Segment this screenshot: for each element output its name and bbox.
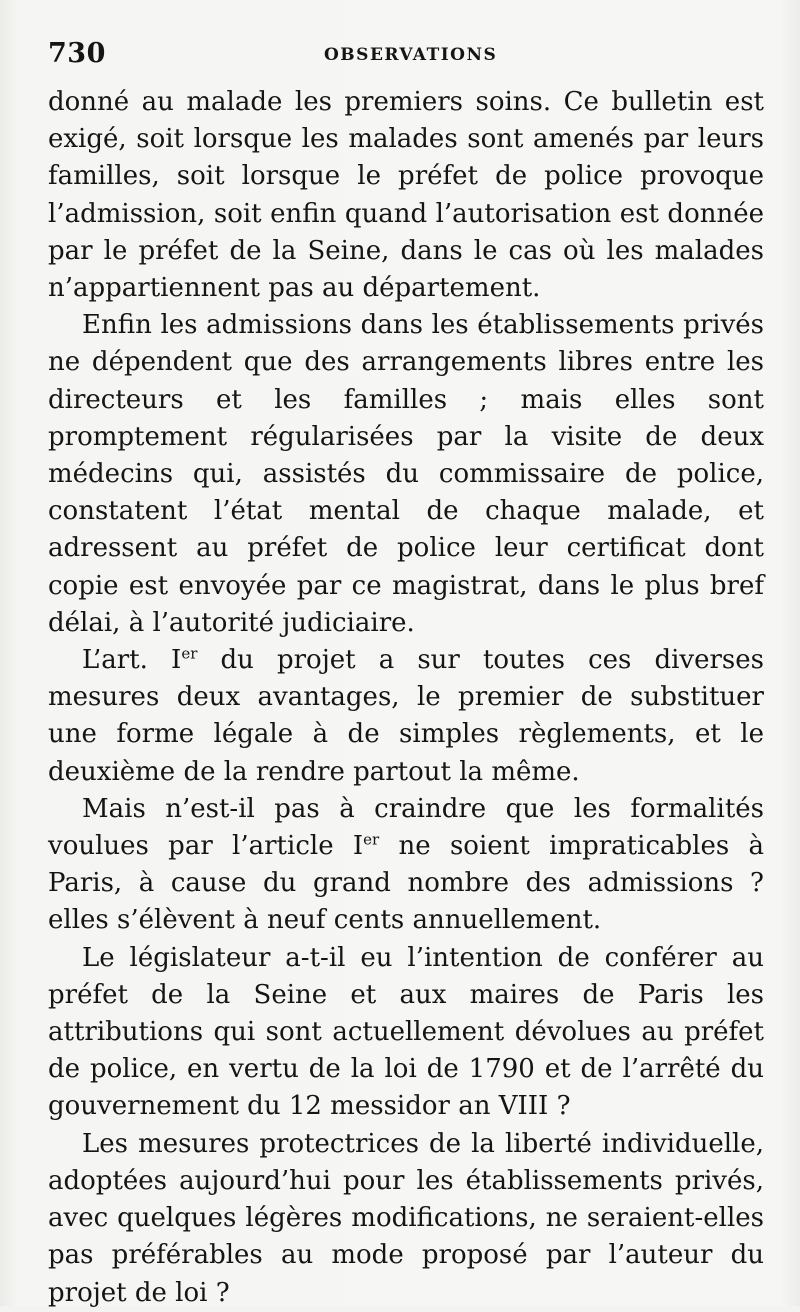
- paragraph-continued: donné au malade les premiers soins. Ce bulletin est exigé, soit lorsque les malades sont amenés par leurs familles, soit lorsque le préfet de police provoque l’admission, soit enfin quand l’autorisation est donnée par le préfet de la Seine, dans le cas où les malades n’appartiennent pas au département.: [48, 87, 764, 304]
- paragraph-paris-question: [48, 791, 764, 940]
- paragraph-text-end: ne soient impraticables à Paris, à cause du grand nombre des admissions ? elles s’élèvent à neuf cents annuellement.: [48, 831, 764, 936]
- paragraph-private-establishments: Enfin les admissions dans les établissements privés ne dépendent que des arrangements libres entre les directeurs et les familles ; mais elles sont promptement régularisées par la visite de deux médecins qui, assistés du commissaire de police, constatent l’état mental de chaque malade, et adressent au préfet de police leur certificat dont copie est envoyée par ce magistrat, dans le plus bref délai, à l’autorité judiciaire.: [48, 310, 764, 638]
- superscript-er: er: [181, 644, 198, 663]
- paragraph-text-start: Mais n’est-il pas à craindre que les formalités voulues par l’article I: [48, 793, 764, 862]
- paragraph-article-one: [48, 642, 764, 791]
- page-number: 730: [48, 38, 106, 69]
- page-header: [48, 38, 764, 78]
- running-title: OBSERVATIONS: [324, 45, 498, 65]
- superscript-er: er: [363, 830, 380, 849]
- paragraph-text-end: du projet a sur toutes ces diverses mesures deux avantages, le premier de substituer une forme légale à de simples règlements, et le deuxième de la rendre partout la même.: [48, 645, 765, 787]
- body-text: [48, 84, 764, 1312]
- paragraph-text-start: L’art. I: [82, 645, 182, 676]
- paragraph-legislator-question: Le législateur a-t-il eu l’intention de conférer au préfet de la Seine et aux maires de Paris les attributions qui sont actuellement dévolues au préfet de police, en vertu de la loi de 1790 et de l’arrêté du gouvernement du 12 messidor an VIII ?: [48, 942, 764, 1122]
- paragraph-protective-measures: Les mesures protectrices de la liberté individuelle, adoptées aujourd’hui pour les établissements privés, avec quelques légères modifications, ne seraient-elles pas préférables au mode proposé par l’auteur du projet de loi ?: [48, 1128, 764, 1308]
